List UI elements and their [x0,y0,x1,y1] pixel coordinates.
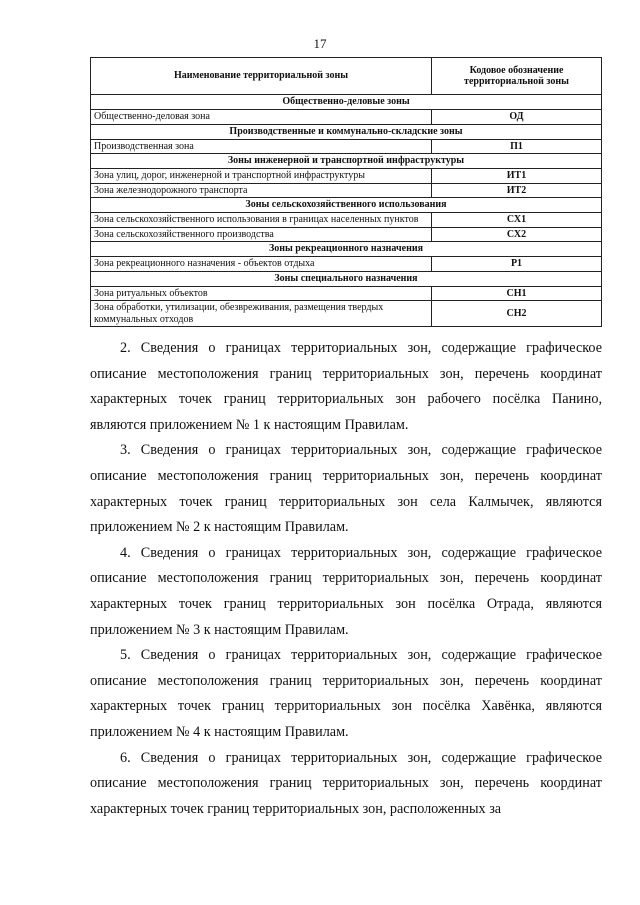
zone-name-cell: Зона железнодорожного транспорта [91,183,432,198]
table-row [91,169,602,184]
section-title: Зоны рекреационного назначения [91,242,602,257]
section-title: Зоны специального назначения [91,271,602,286]
table-header-row [91,58,602,95]
paragraph: 4. Сведения о границах территориальных зон, содержащие графическое описание местоположения границ территориальных зон, перечень координат характерных точек границ территориальных зон посёлка Отрада, являются приложением № 3 к настоящим Правилам. [90,544,602,638]
paragraph: 3. Сведения о границах территориальных зон, содержащие графическое описание местоположения границ территориальных зон, перечень координат характерных точек границ территориальных зон села Калмычек, являются приложением № 2 к настоящим Правилам. [90,442,602,536]
header-zone-code: Кодовое обозначение территориальной зоны [432,58,602,95]
table-row [91,286,602,301]
paragraph: 6. Сведения о границах территориальных зон, содержащие графическое описание местоположения границ территориальных зон, перечень координат характерных точек границ территориальных зон, расположенных за [90,749,602,817]
zone-name-cell: Зона обработки, утилизации, обезвреживания, размещения твердых коммунальных отходов [91,301,432,327]
zone-code-cell: Р1 [432,257,602,272]
zone-name-cell: Зона рекреационного назначения - объектов отдыха [91,257,432,272]
section-row [91,95,602,110]
table-row [91,213,602,228]
section-title: Зоны сельскохозяйственного использования [91,198,602,213]
zone-code-cell: ОД [432,110,602,125]
zone-name-cell: Зона сельскохозяйственного использования в границах населенных пунктов [91,213,432,228]
table-row [91,301,602,327]
table-row [91,257,602,272]
zones-table-body [91,95,602,327]
section-title: Общественно-деловые зоны [91,95,602,110]
table-row [91,110,602,125]
paragraph: 2. Сведения о границах территориальных зон, содержащие графическое описание местоположения границ территориальных зон, перечень координат характерных точек границ территориальных зон рабочего посёлка Панино, являются приложением № 1 к настоящим Правилам. [90,340,602,433]
zone-code-cell: СН1 [432,286,602,301]
zone-code-cell: СХ2 [432,227,602,242]
zones-table [90,57,602,327]
zone-name-cell: Зона улиц, дорог, инженерной и транспортной инфраструктуры [91,169,432,184]
zone-name-cell: Зона сельскохозяйственного производства [91,227,432,242]
zone-name-cell: Производственная зона [91,139,432,154]
zone-code-cell: ИТ2 [432,183,602,198]
section-title: Зоны инженерной и транспортной инфраструктуры [91,154,602,169]
zone-code-cell: ИТ1 [432,169,602,184]
table-row [91,139,602,154]
zone-code-cell: СН2 [432,301,602,327]
section-row [91,154,602,169]
header-zone-name: Наименование территориальной зоны [91,58,432,95]
zone-name-cell: Общественно-деловая зона [91,110,432,125]
paragraph: 5. Сведения о границах территориальных зон, содержащие графическое описание местоположения границ территориальных зон, перечень координат характерных точек границ территориальных зон посёлка Хавёнка, являются приложением № 4 к настоящим Правилам. [90,647,602,740]
zone-name-cell: Зона ритуальных объектов [91,286,432,301]
section-title: Производственные и коммунально-складские зоны [91,124,602,139]
zone-code-cell: П1 [432,139,602,154]
page-number: 17 [313,36,327,51]
section-row [91,124,602,139]
section-row [91,242,602,257]
table-row [91,227,602,242]
section-row [91,198,602,213]
zone-code-cell: СХ1 [432,213,602,228]
table-row [91,183,602,198]
body-text [90,336,602,822]
section-row [91,271,602,286]
